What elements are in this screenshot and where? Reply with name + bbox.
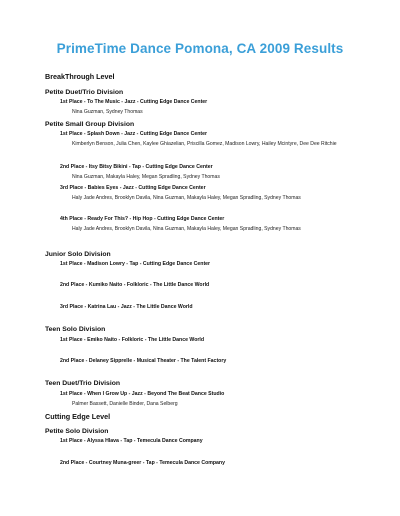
- division-heading-petite-solo: Petite Solo Division: [45, 428, 109, 435]
- dancer-names: Kimberlyn Benson, Julia Chen, Kaylee Ghiazelian, Priscilla Gomez, Madison Lowry, Hailey Mcintyre, Dee Dee Ritchie: [72, 141, 337, 147]
- division-heading-junior-solo: Junior Solo Division: [45, 251, 111, 258]
- division-heading-teen-solo: Teen Solo Division: [45, 326, 106, 333]
- dancer-names: Haly Jade Andres, Brooklyn Davila, Nina Guzman, Makayla Haley, Megan Spradling, Sydney Thomas: [72, 195, 301, 201]
- placement-line: 2nd Place - Kumiko Naito - Folkloric - The Little Dance World: [60, 282, 210, 288]
- dancer-names: Palmer Bassett, Danielle Binder, Dana Selberg: [72, 401, 178, 407]
- placement-line: 1st Place - Splash Down - Jazz - Cutting Edge Dance Center: [60, 131, 208, 137]
- level-heading-cutting-edge: Cutting Edge Level: [45, 412, 111, 421]
- division-heading-teen-duet-trio: Teen Duet/Trio Division: [45, 380, 121, 387]
- division-heading-petite-small-group: Petite Small Group Division: [45, 121, 135, 128]
- dancer-names: Haly Jade Andres, Brooklyn Davila, Nina Guzman, Makayla Haley, Megan Spradling, Sydney Thomas: [72, 226, 301, 232]
- placement-line: 1st Place - Madison Lowry - Tap - Cutting Edge Dance Center: [60, 261, 211, 267]
- dancer-names: Nina Guzman, Makayla Haley, Megan Spradling, Sydney Thomas: [72, 174, 220, 180]
- placement-line: 2nd Place - Itsy Bitsy Bikini - Tap - Cutting Edge Dance Center: [60, 164, 213, 170]
- page-title: PrimeTime Dance Pomona, CA 2009 Results: [56, 41, 344, 56]
- placement-line: 2nd Place - Courtney Muna-greer - Tap - Temecula Dance Company: [60, 460, 225, 466]
- placement-line: 3rd Place - Katrina Lau - Jazz - The Little Dance World: [60, 304, 193, 310]
- placement-line: 3rd Place - Babies Eyes - Jazz - Cutting Edge Dance Center: [60, 185, 206, 191]
- placement-line: 4th Place - Ready For This? - Hip Hop - Cutting Edge Dance Center: [60, 216, 225, 222]
- placement-line: 1st Place - When I Grow Up - Jazz - Beyond The Beat Dance Studio: [60, 391, 225, 397]
- placement-line: 2nd Place - Delaney Sipprelle - Musical Theater - The Talent Factory: [60, 358, 227, 364]
- placement-line: 1st Place - To The Music - Jazz - Cutting Edge Dance Center: [60, 99, 208, 105]
- division-heading-petite-duet-trio: Petite Duet/Trio Division: [45, 89, 124, 96]
- placement-line: 1st Place - Emiko Naito - Folkloric - The Little Dance World: [60, 337, 205, 343]
- placement-line: 1st Place - Alyssa Hlava - Tap - Temecula Dance Company: [60, 438, 203, 444]
- level-heading-breakthrough: BreakThrough Level: [45, 72, 115, 81]
- dancer-names: Nina Guzman, Sydney Thomas: [72, 109, 143, 115]
